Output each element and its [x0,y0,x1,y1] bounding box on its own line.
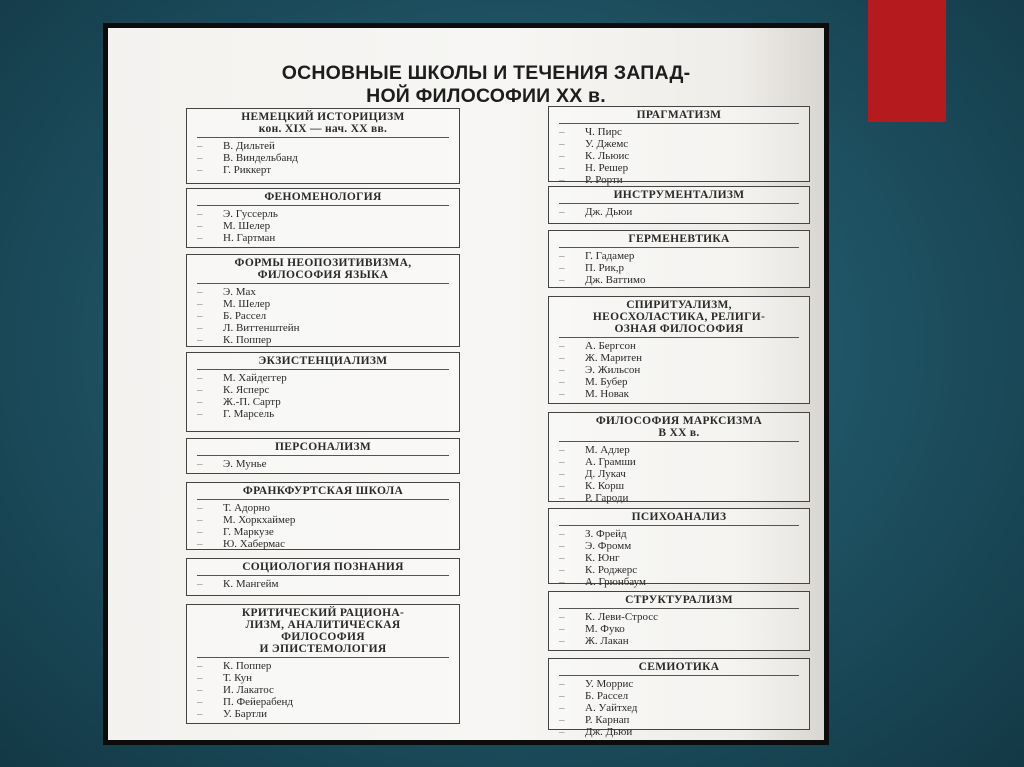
list-dash: – [559,274,565,286]
philosopher-item [197,322,459,334]
philosopher-name: Г. Риккерт [223,164,272,176]
list-dash: – [559,262,565,274]
philosopher-item [559,352,809,364]
heading-divider [559,441,799,442]
list-dash: – [559,352,565,364]
philosopher-item [559,126,809,138]
list-dash: – [559,444,565,456]
list-dash: – [559,726,565,738]
philosopher-name: Ж. Маритен [585,352,642,364]
heading-divider [197,455,449,456]
list-dash: – [197,372,203,384]
philosopher-list [549,126,809,186]
philosopher-item [559,702,809,714]
philosopher-name: А. Бергсон [585,340,636,352]
heading-divider [559,123,799,124]
heading-divider [559,203,799,204]
list-dash: – [559,678,565,690]
philosopher-name: К. Льюис [585,150,630,162]
philosopher-item [559,528,809,540]
red-accent-block [868,0,946,122]
list-dash: – [559,456,565,468]
list-dash: – [197,514,203,526]
school-heading: ПЕРСОНАЛИЗМ [274,441,372,453]
philosopher-item [197,672,459,684]
list-dash: – [197,458,203,470]
philosopher-list [549,528,809,588]
heading-divider [559,247,799,248]
philosopher-name: Э. Гуссерль [223,208,278,220]
philosopher-item [197,696,459,708]
philosopher-name: Ж. Лакан [585,635,629,647]
list-dash: – [559,174,565,186]
philosopher-name: К. Ясперс [223,384,270,396]
list-dash: – [559,564,565,576]
philosopher-name: К. Корш [585,480,625,492]
philosopher-name: К. Поппер [223,334,272,346]
philosopher-item [197,396,459,408]
philosopher-item [559,444,809,456]
philosopher-name: К. Поппер [223,660,272,672]
philosopher-name: И. Лакатос [223,684,274,696]
philosopher-item [197,502,459,514]
list-dash: – [559,576,565,588]
philosopher-item [197,152,459,164]
philosopher-name: А. Грамши [585,456,636,468]
philosopher-name: К. Мангейм [223,578,279,590]
philosopher-item [559,376,809,388]
school-heading: ПСИХОАНАЛИЗ [631,511,727,523]
philosopher-name: Б. Рассел [223,310,267,322]
philosopher-list [187,140,459,176]
philosopher-name: У. Моррис [585,678,634,690]
philosopher-item [197,538,459,550]
philosopher-name: К. Юнг [585,552,620,564]
philosopher-item [197,708,459,720]
philosopher-name: Р. Карнап [585,714,630,726]
philosopher-list [549,678,809,738]
school-box [186,188,460,248]
philosopher-name: Т. Кун [223,672,253,684]
philosopher-name: Н. Гартман [223,232,276,244]
philosopher-item [197,384,459,396]
heading-divider [197,137,449,138]
list-dash: – [197,310,203,322]
philosopher-item [559,150,809,162]
philosopher-item [197,286,459,298]
philosopher-item [197,684,459,696]
list-dash: – [197,322,203,334]
philosopher-list [187,660,459,720]
philosopher-list [187,208,459,244]
list-dash: – [559,126,565,138]
list-dash: – [559,150,565,162]
list-dash: – [197,208,203,220]
philosopher-item [197,310,459,322]
philosopher-item [559,206,809,218]
philosopher-list [187,286,459,346]
philosopher-name: Дж. Дьюи [585,726,633,738]
list-dash: – [559,714,565,726]
school-heading: СЕМИОТИКА [638,661,720,673]
heading-divider [197,283,449,284]
philosopher-name: Э. Мунье [223,458,267,470]
philosopher-item [559,678,809,690]
philosopher-name: Т. Адорно [223,502,271,514]
philosopher-item [559,552,809,564]
philosopher-item [559,274,809,286]
list-dash: – [197,696,203,708]
list-dash: – [559,376,565,388]
philosopher-item [197,372,459,384]
list-dash: – [197,232,203,244]
philosopher-item [197,578,459,590]
philosopher-item [559,492,809,504]
philosopher-item [197,232,459,244]
philosopher-item [559,250,809,262]
philosopher-name: В. Дильтей [223,140,275,152]
philosopher-item [559,364,809,376]
philosopher-item [197,408,459,420]
list-dash: – [197,538,203,550]
school-box [186,558,460,596]
philosopher-item [559,540,809,552]
heading-divider [197,369,449,370]
list-dash: – [559,552,565,564]
school-box [548,106,810,186]
list-dash: – [559,206,565,218]
philosopher-name: Р. Гароди [585,492,629,504]
list-dash: – [559,611,565,623]
list-dash: – [197,384,203,396]
philosopher-item [559,340,809,352]
philosopher-item [197,164,459,176]
philosopher-name: К. Леви-Стросс [585,611,659,623]
school-heading: ФИЛОСОФИЯ МАРКСИЗМА В XX в. [595,415,763,439]
heading-divider [197,499,449,500]
philosopher-name: П. Рик,р [585,262,625,274]
list-dash: – [559,528,565,540]
philosopher-item [197,660,459,672]
list-dash: – [559,340,565,352]
list-dash: – [559,635,565,647]
philosopher-list [549,250,809,286]
list-dash: – [559,162,565,174]
philosopher-item [559,611,809,623]
philosopher-list [187,372,459,420]
philosopher-item [197,220,459,232]
philosopher-list [549,206,809,218]
school-box [548,658,810,738]
philosopher-item [559,262,809,274]
list-dash: – [559,690,565,702]
school-box [186,254,460,347]
list-dash: – [197,578,203,590]
school-box [548,412,810,502]
school-box [186,482,460,550]
list-dash: – [559,480,565,492]
philosopher-item [559,456,809,468]
philosopher-item [197,514,459,526]
list-dash: – [197,408,203,420]
philosopher-name: Г. Маркузе [223,526,274,538]
school-heading: СТРУКТУРАЛИЗМ [625,594,733,606]
list-dash: – [197,220,203,232]
philosopher-item [197,458,459,470]
philosopher-list [549,444,809,504]
list-dash: – [197,672,203,684]
philosopher-list [549,611,809,647]
philosopher-name: М. Шелер [223,220,271,232]
philosopher-item [559,564,809,576]
philosopher-name: Б. Рассел [585,690,629,702]
school-heading: ФОРМЫ НЕОПОЗИТИВИЗМА, ФИЛОСОФИЯ ЯЗЫКА [234,257,412,281]
philosopher-name: Э. Жильсон [585,364,641,376]
school-box [548,186,810,224]
school-heading: НЕМЕЦКИЙ ИСТОРИЦИЗМ кон. XIX — нач. XX вв. [241,111,405,135]
philosopher-name: Э. Фромм [585,540,632,552]
philosopher-item [559,468,809,480]
list-dash: – [197,334,203,346]
philosopher-name: А. Грюнбаум [585,576,646,588]
philosopher-name: Дж. Ваттимо [585,274,646,286]
philosopher-item [197,298,459,310]
school-heading: ФРАНКФУРТСКАЯ ШКОЛА [242,485,404,497]
page-title: ОСНОВНЫЕ ШКОЛЫ И ТЕЧЕНИЯ ЗАПАД- НОЙ ФИЛОСОФИИ XX в. [281,62,691,107]
list-dash: – [197,286,203,298]
list-dash: – [559,388,565,400]
philosopher-name: А. Уайтхед [585,702,638,714]
list-dash: – [197,526,203,538]
philosopher-item [559,388,809,400]
school-heading: КРИТИЧЕСКИЙ РАЦИОНА- ЛИЗМ, АНАЛИТИЧЕСКАЯ ФИЛОСОФИЯ И ЭПИСТЕМОЛОГИЯ [241,607,405,655]
list-dash: – [559,138,565,150]
list-dash: – [559,540,565,552]
philosopher-name: Ч. Пирс [585,126,622,138]
philosopher-name: Ю. Хабермас [223,538,285,550]
philosopher-name: Ж.-П. Сартр [223,396,281,408]
philosopher-item [197,208,459,220]
school-heading: ПРАГМАТИЗМ [636,109,722,121]
school-box [186,604,460,724]
philosopher-name: Г. Марсель [223,408,275,420]
heading-divider [197,657,449,658]
document-frame [103,23,829,745]
school-box [186,438,460,474]
school-heading: ГЕРМЕНЕВТИКА [628,233,730,245]
philosopher-name: М. Бубер [585,376,628,388]
philosopher-item [197,526,459,538]
heading-divider [197,205,449,206]
list-dash: – [197,164,203,176]
philosopher-item [559,726,809,738]
school-heading: СПИРИТУАЛИЗМ, НЕОСХОЛАСТИКА, РЕЛИГИ- ОЗНАЯ ФИЛОСОФИЯ [592,299,766,335]
list-dash: – [197,152,203,164]
school-box [186,108,460,184]
philosopher-name: Э. Мах [223,286,256,298]
list-dash: – [197,684,203,696]
school-heading: ФЕНОМЕНОЛОГИЯ [264,191,382,203]
philosopher-name: М. Хоркхаймер [223,514,296,526]
list-dash: – [197,396,203,408]
philosopher-name: Л. Виттенштейн [223,322,300,334]
heading-divider [559,525,799,526]
philosopher-name: Р. Рорти [585,174,623,186]
philosopher-name: М. Адлер [585,444,630,456]
philosopher-name: У. Джемс [585,138,629,150]
philosopher-item [559,714,809,726]
school-heading: ЭКЗИСТЕНЦИАЛИЗМ [258,355,388,367]
philosopher-name: М. Фуко [585,623,625,635]
list-dash: – [197,708,203,720]
philosopher-name: М. Шелер [223,298,271,310]
list-dash: – [559,702,565,714]
philosopher-item [559,162,809,174]
heading-divider [559,608,799,609]
philosopher-item [559,576,809,588]
school-box [186,352,460,432]
heading-divider [197,575,449,576]
list-dash: – [197,298,203,310]
school-heading: ИНСТРУМЕНТАЛИЗМ [613,189,745,201]
philosopher-item [559,174,809,186]
list-dash: – [197,660,203,672]
philosopher-name: Н. Решер [585,162,629,174]
philosopher-list [187,458,459,470]
philosopher-name: Д. Лукач [585,468,626,480]
school-box [548,296,810,404]
philosopher-name: В. Виндельбанд [223,152,298,164]
philosopher-item [197,140,459,152]
philosopher-list [187,502,459,550]
philosopher-list [549,340,809,400]
philosopher-item [559,138,809,150]
philosopher-list [187,578,459,590]
list-dash: – [559,492,565,504]
scanned-page [108,28,824,740]
philosopher-name: З. Фрейд [585,528,627,540]
school-heading: СОЦИОЛОГИЯ ПОЗНАНИЯ [242,561,404,573]
philosopher-name: М. Новак [585,388,629,400]
philosopher-name: П. Фейерабенд [223,696,293,708]
list-dash: – [559,623,565,635]
philosopher-name: У. Бартли [223,708,267,720]
list-dash: – [197,502,203,514]
list-dash: – [197,140,203,152]
school-box [548,230,810,288]
school-box [548,508,810,588]
list-dash: – [559,364,565,376]
philosopher-item [559,623,809,635]
philosopher-item [559,480,809,492]
list-dash: – [559,250,565,262]
philosopher-name: Г. Гадамер [585,250,635,262]
school-box [548,591,810,651]
philosopher-item [197,334,459,346]
list-dash: – [559,468,565,480]
philosopher-item [559,690,809,702]
heading-divider [559,337,799,338]
philosopher-name: К. Роджерс [585,564,638,576]
philosopher-name: М. Хайдеггер [223,372,287,384]
philosopher-item [559,635,809,647]
philosopher-name: Дж. Дьюи [585,206,633,218]
heading-divider [559,675,799,676]
